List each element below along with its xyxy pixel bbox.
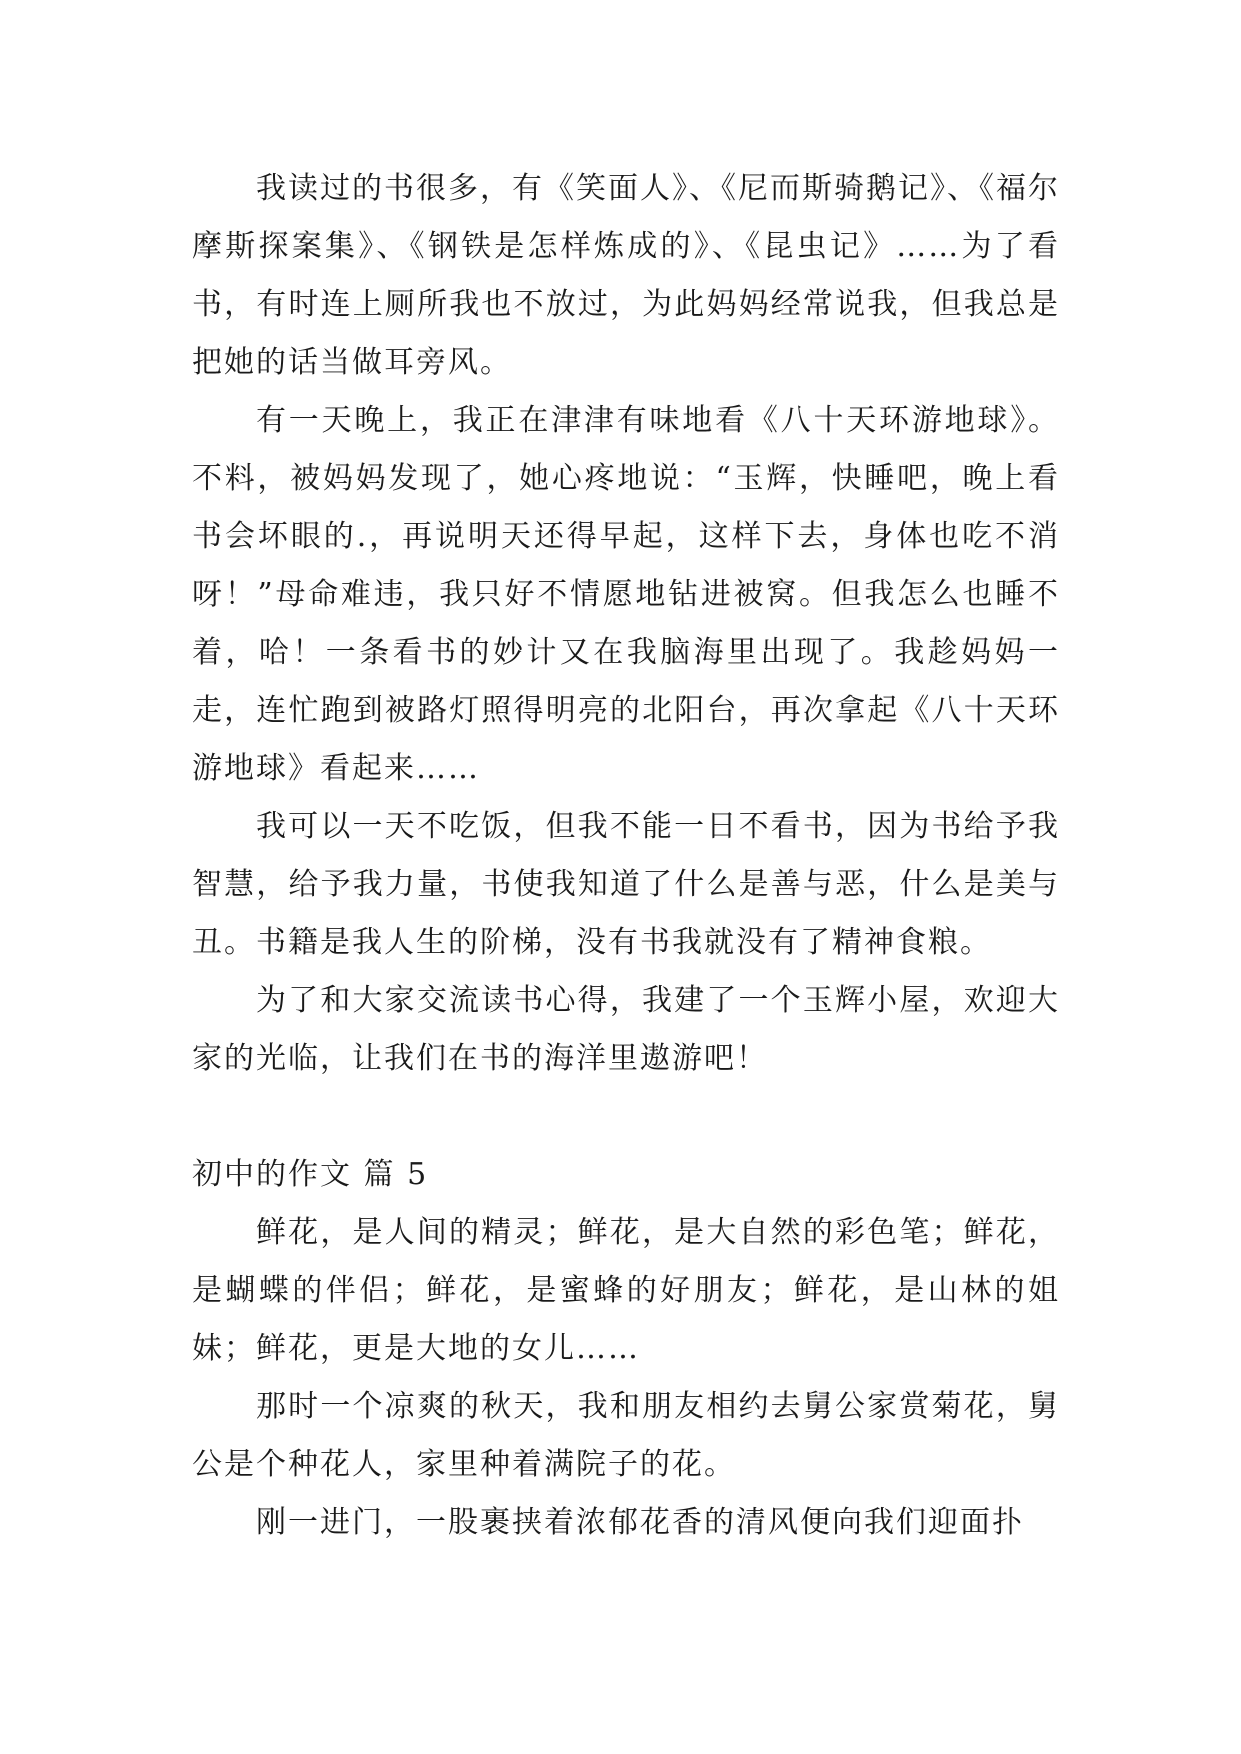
section-spacer xyxy=(192,1088,1060,1146)
section-heading: 初中的作文 篇 5 xyxy=(192,1157,429,1192)
paragraph: 那时一个凉爽的秋天，我和朋友相约去舅公家赏菊花，舅公是个种花人，家里种着满院子的花。 xyxy=(192,1389,1060,1482)
paragraph: 有一天晚上，我正在津津有味地看《八十天环游地球》。不料，被妈妈发现了，她心疼地说：“玉辉，快睡吧，晚上看书会坏眼的.，再说明天还得早起，这样下去，身体也吃不消呀！”母命难违，我只好不情愿地钻进被窝。但我怎么也睡不着，哈！一条看书的妙计又在我脑海里出现了。我趁妈妈一走，连忙跑到被路灯照得明亮的北阳台，再次拿起《八十天环游地球》看起来…… xyxy=(192,403,1060,786)
paragraph: 刚一进门，一股裹挟着浓郁花香的清风便向我们迎面扑 xyxy=(256,1505,1024,1540)
paragraph: 为了和大家交流读书心得，我建了一个玉辉小屋，欢迎大家的光临，让我们在书的海洋里遨游吧！ xyxy=(192,983,1060,1076)
paragraph: 我读过的书很多，有《笑面人》、《尼而斯骑鹅记》、《福尔摩斯探案集》、《钢铁是怎样炼成的》、《昆虫记》……为了看书，有时连上厕所我也不放过，为此妈妈经常说我，但我总是把她的话当做耳旁风。 xyxy=(192,171,1060,380)
document-body xyxy=(192,160,1060,1552)
paragraph: 鲜花，是人间的精灵；鲜花，是大自然的彩色笔；鲜花，是蝴蝶的伴侣；鲜花，是蜜蜂的好朋友；鲜花，是山林的姐妹；鲜花，更是大地的女儿…… xyxy=(192,1215,1060,1366)
paragraph: 我可以一天不吃饭，但我不能一日不看书，因为书给予我智慧，给予我力量，书使我知道了什么是善与恶，什么是美与丑。书籍是我人生的阶梯，没有书我就没有了精神食粮。 xyxy=(192,809,1060,960)
